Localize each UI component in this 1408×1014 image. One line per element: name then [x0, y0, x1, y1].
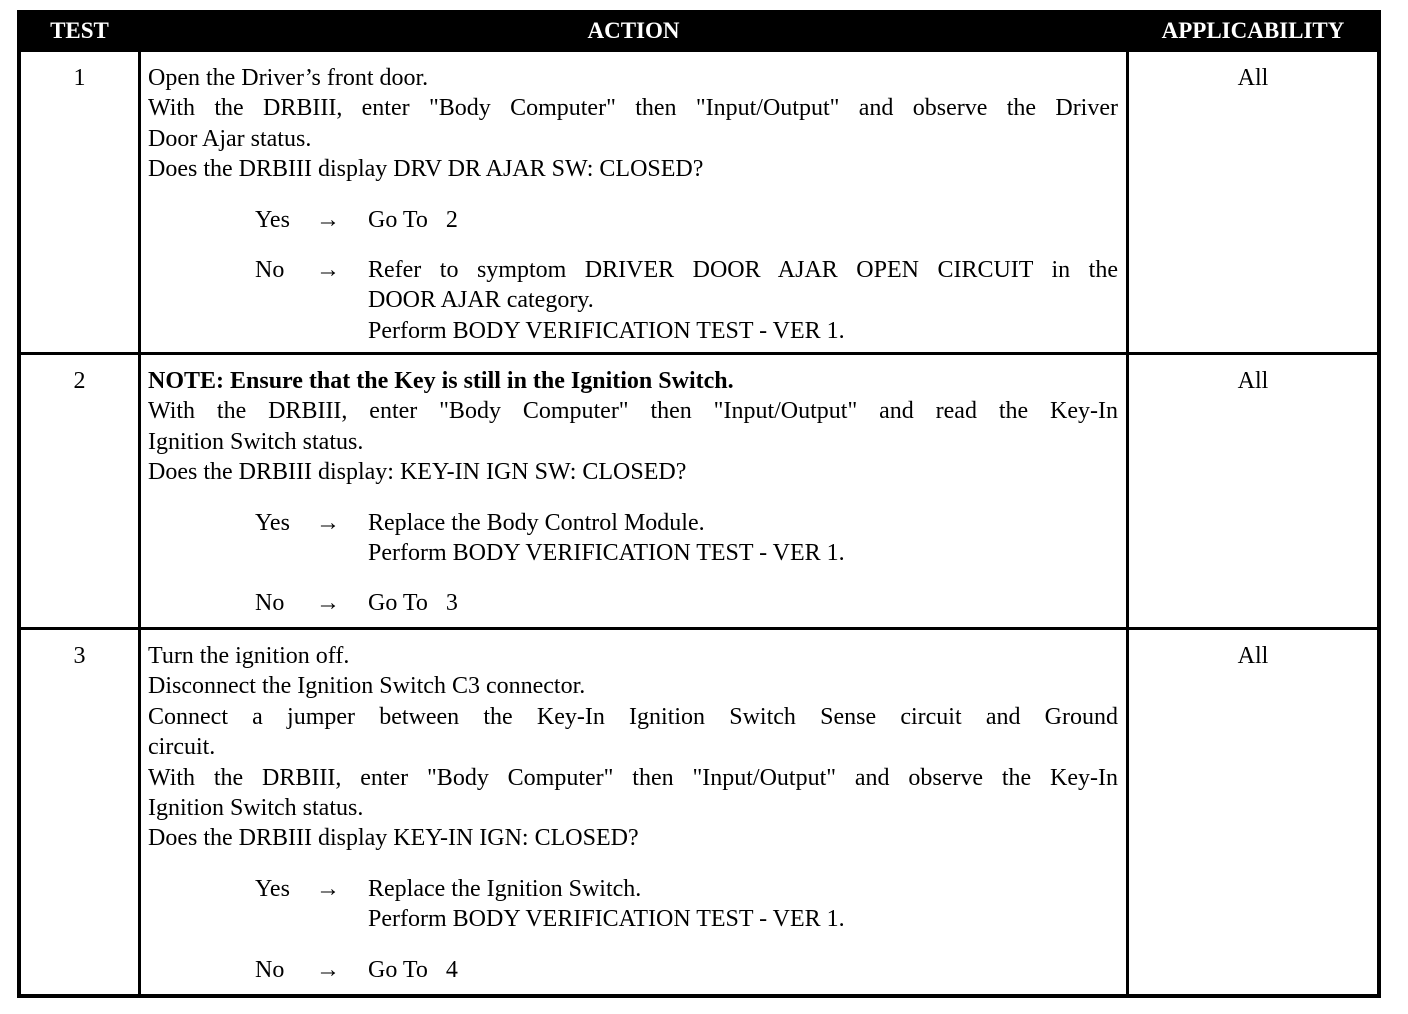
row-divider: [21, 627, 1377, 630]
action-line: Refer to symptom DRIVER DOOR AJAR OPEN CIRCUIT in the: [368, 256, 1118, 283]
outcome-label: Yes: [255, 509, 290, 536]
test-number: 3: [73, 643, 86, 669]
arrow-right-icon: →: [316, 875, 340, 902]
action-line: Open the Driver’s front door.: [148, 65, 429, 91]
action-line: With the DRBIII, enter "Body Computer" then "Input/Output" and observe the Key-In: [148, 764, 1118, 791]
arrow-right-icon: →: [316, 206, 340, 233]
header-applicability: APPLICABILITY: [1161, 18, 1345, 43]
outcome-text: [368, 508, 1118, 569]
table-row: [21, 355, 1377, 630]
action-line: Door Ajar status.: [148, 125, 312, 152]
table-row: [21, 52, 1377, 355]
outcome-no: [148, 588, 1118, 618]
action-line: With the DRBIII, enter "Body Computer" then "Input/Output" and read the Key-In: [148, 398, 1118, 425]
arrow-right-icon: →: [316, 509, 340, 536]
header-action: ACTION: [587, 18, 680, 43]
outcome-yes: [148, 874, 1118, 935]
action-line: Ignition Switch status.: [148, 428, 364, 455]
action-line: Perform BODY VERIFICATION TEST - VER 1.: [368, 317, 845, 344]
outcome-no: [148, 955, 1118, 985]
action-cell: [148, 63, 1118, 346]
action-line: With the DRBIII, enter "Body Computer" then "Input/Output" and observe the Driver: [148, 95, 1118, 122]
action-cell: [148, 641, 1118, 985]
header-test: TEST: [50, 18, 109, 43]
outcome-text: [368, 205, 1118, 235]
arrow-right-icon: →: [316, 590, 340, 617]
action-line: Turn the ignition off.: [148, 643, 350, 669]
diagnostic-test-table: [17, 10, 1381, 998]
outcome-label: No: [255, 956, 285, 983]
outcome-text: [368, 588, 1118, 618]
action-line: Replace the Ignition Switch.: [368, 875, 642, 902]
action-line: Perform BODY VERIFICATION TEST - VER 1.: [368, 539, 845, 566]
action-line: Does the DRBIII display: KEY-IN IGN SW: CLOSED?: [148, 459, 687, 486]
outcome-yes: [148, 508, 1118, 569]
action-cell: [148, 366, 1118, 619]
outcome-label: No: [255, 590, 285, 617]
applicability: All: [1237, 643, 1269, 669]
arrow-right-icon: →: [316, 256, 340, 283]
outcome-label: Yes: [255, 875, 290, 902]
action-line: NOTE: Ensure that the Key is still in the Ignition Switch.: [148, 368, 734, 394]
outcome-yes: [148, 205, 1118, 235]
applicability: All: [1237, 368, 1269, 394]
outcome-no: [148, 255, 1118, 346]
action-line: Disconnect the Ignition Switch C3 connector.: [148, 673, 586, 700]
arrow-right-icon: →: [316, 956, 340, 983]
action-line: Go To 4: [368, 956, 458, 983]
action-line: Replace the Body Control Module.: [368, 509, 705, 536]
test-number: 2: [73, 368, 86, 394]
row-divider: [21, 352, 1377, 355]
outcome-label: Yes: [255, 206, 290, 233]
action-line: Does the DRBIII display DRV DR AJAR SW: CLOSED?: [148, 156, 704, 183]
action-line: DOOR AJAR category.: [368, 287, 594, 314]
test-number: 1: [73, 65, 86, 91]
table-header: [17, 10, 1381, 52]
table-row: [21, 630, 1377, 998]
outcome-label: No: [255, 256, 285, 283]
action-line: Ignition Switch status.: [148, 794, 364, 821]
action-line: circuit.: [148, 734, 216, 761]
outcome-text: [368, 255, 1118, 346]
action-line: Go To 2: [368, 206, 458, 233]
applicability: All: [1237, 65, 1269, 91]
action-line: Does the DRBIII display KEY-IN IGN: CLOSED?: [148, 825, 639, 852]
action-line: Connect a jumper between the Key-In Ignition Switch Sense circuit and Ground: [148, 703, 1118, 730]
action-line: Go To 3: [368, 590, 458, 617]
outcome-text: [368, 874, 1118, 935]
action-line: Perform BODY VERIFICATION TEST - VER 1.: [368, 906, 845, 933]
outcome-text: [368, 955, 1118, 985]
